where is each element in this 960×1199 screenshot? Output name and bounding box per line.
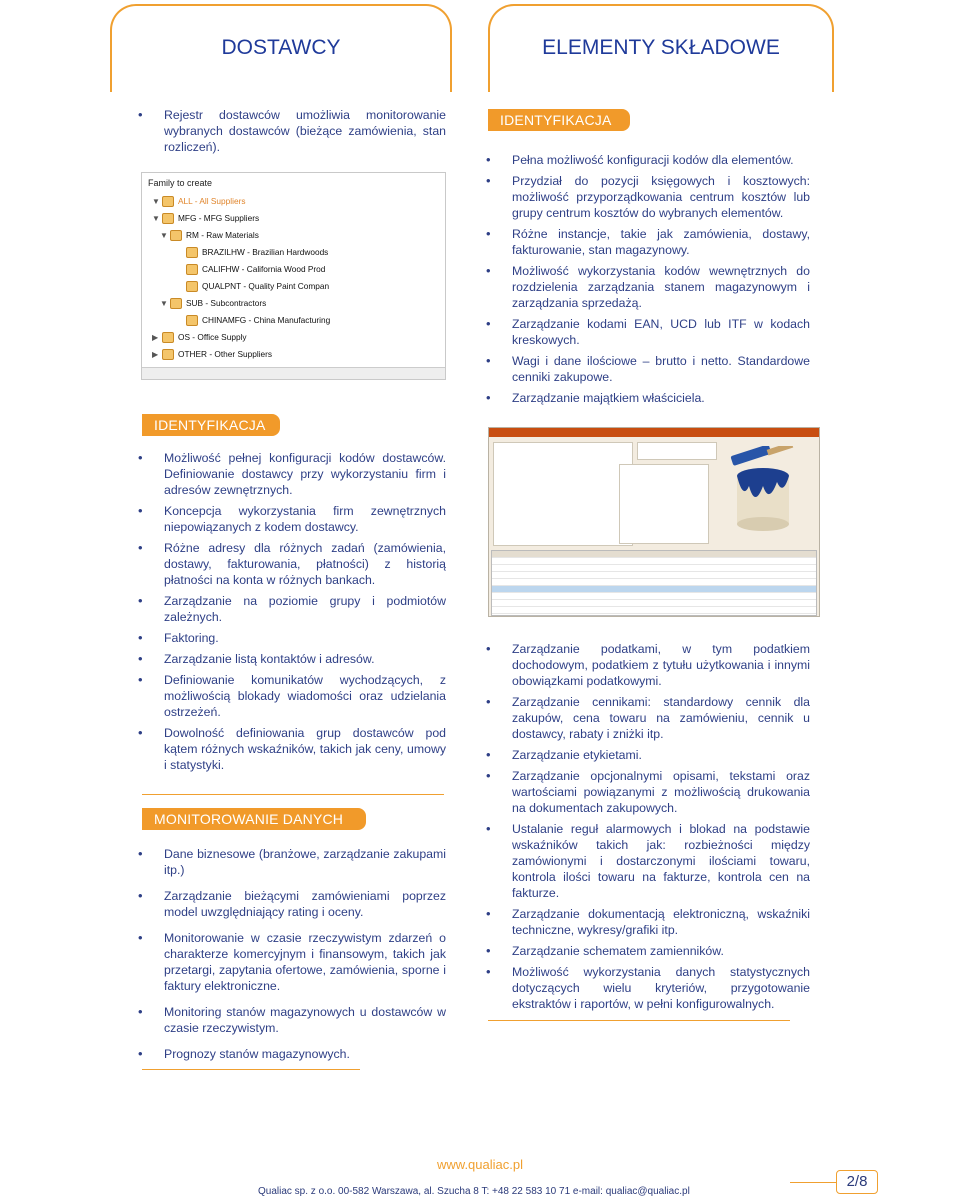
list-item: • Monitorowanie w czasie rzeczywistym zdarzeń o charakterze komercyjnym i finansowym, takich jak przetargi, zapytania ofertowe, zamówienia, sporne i faktury elektroniczne. bbox=[138, 930, 446, 994]
folder-icon bbox=[186, 315, 198, 326]
form-panel bbox=[637, 442, 717, 460]
list-item: • Monitoring stanów magazynowych u dostawców w czasie rzeczywistym. bbox=[138, 1004, 446, 1036]
tree-status-bar bbox=[142, 367, 445, 379]
tab-suppliers bbox=[110, 4, 452, 92]
left-intro-list bbox=[138, 107, 446, 155]
list-item: • Rejestr dostawców umożliwia monitorowanie wybranych dostawców (bieżące zamówienia, stan rozliczeń). bbox=[138, 107, 446, 155]
grid-row bbox=[492, 607, 816, 614]
tree-node-label: BRAZILHW - Brazilian Hardwoods bbox=[202, 247, 329, 257]
grid-row bbox=[492, 565, 816, 572]
tree-node[interactable] bbox=[160, 227, 259, 243]
tree-node-label: SUB - Subcontractors bbox=[186, 298, 267, 308]
list-item: • Zarządzanie listą kontaktów i adresów. bbox=[138, 651, 446, 667]
collapsed-arrow-icon[interactable]: ▶ bbox=[152, 350, 159, 359]
list-item: • Definiowanie komunikatów wychodzących, z możliwością blokady wiadomości oraz udzielania ostrzeżeń. bbox=[138, 672, 446, 720]
grid-row bbox=[492, 600, 816, 607]
left-ident-list bbox=[138, 450, 446, 773]
expanded-arrow-icon[interactable]: ▼ bbox=[152, 214, 160, 223]
tree-node-label: ALL - All Suppliers bbox=[178, 196, 246, 206]
folder-icon bbox=[162, 213, 174, 224]
list-item: • Zarządzanie etykietami. bbox=[486, 747, 810, 763]
footer-contact: Qualiac sp. z o.o. 00-582 Warszawa, al. Szucha 8 T: +48 22 583 10 71 e-mail: qualiac@qualiac.pl bbox=[258, 1186, 690, 1197]
grid-row bbox=[492, 593, 816, 600]
list-item: • Zarządzanie opcjonalnymi opisami, tekstami oraz wartościami powiązanymi z możliwością drukowania na dokumentach zakupowych. bbox=[486, 768, 810, 816]
folder-icon bbox=[170, 298, 182, 309]
supplier-tree-screenshot bbox=[141, 172, 446, 380]
folder-icon bbox=[186, 264, 198, 275]
list-item: • Prognozy stanów magazynowych. bbox=[138, 1046, 446, 1062]
page-number: 2/8 bbox=[836, 1170, 878, 1194]
grid-row bbox=[492, 572, 816, 579]
divider bbox=[142, 1069, 360, 1070]
tree-node[interactable] bbox=[176, 244, 328, 260]
list-item: • Możliwość wykorzystania danych statystycznych dotyczących wielu kryteriów, przygotowanie ekstraktów i raportów, w pełni konfigurowalnych. bbox=[486, 964, 810, 1012]
tab-components bbox=[488, 4, 834, 92]
tree-node-label: RM - Raw Materials bbox=[186, 230, 259, 240]
list-item: • Dane biznesowe (branżowe, zarządzanie zakupami itp.) bbox=[138, 846, 446, 878]
form-panel bbox=[619, 464, 709, 544]
list-item: • Wagi i dane ilościowe – brutto i netto. Standardowe cenniki zakupowe. bbox=[486, 353, 810, 385]
grid-row bbox=[492, 586, 816, 593]
list-item: • Dowolność definiowania grup dostawców pod kątem różnych wskaźników, takich jak ceny, umowy i statystyki. bbox=[138, 725, 446, 773]
grid-row bbox=[492, 558, 816, 565]
folder-icon bbox=[186, 247, 198, 258]
right-ident-list bbox=[486, 152, 810, 406]
list-item: • Koncepcja wykorzystania firm zewnętrznych niepowiązanych z kodem dostawcy. bbox=[138, 503, 446, 535]
tree-header: Family to create bbox=[148, 178, 213, 188]
tree-node[interactable] bbox=[152, 193, 246, 209]
tree-node[interactable] bbox=[176, 312, 330, 328]
list-item: • Zarządzanie cennikami: standardowy cennik dla zakupów, cena towaru na zamówieniu, cennik u dostawcy, rabaty i zniżki itp. bbox=[486, 694, 810, 742]
left-ident-label: IDENTYFIKACJA bbox=[142, 414, 280, 436]
divider bbox=[142, 794, 444, 795]
folder-icon bbox=[186, 281, 198, 292]
paint-can-image bbox=[729, 446, 799, 534]
list-item: • Zarządzanie bieżącymi zamówieniami poprzez model uwzględniający rating i oceny. bbox=[138, 888, 446, 920]
monitor-list bbox=[138, 846, 446, 1062]
list-item: • Zarządzanie na poziomie grupy i podmiotów zależnych. bbox=[138, 593, 446, 625]
folder-icon bbox=[170, 230, 182, 241]
right-more-list bbox=[486, 641, 810, 1012]
expanded-arrow-icon[interactable]: ▼ bbox=[160, 299, 168, 308]
tab-suppliers-title: DOSTAWCY bbox=[221, 36, 341, 59]
tree-node-label: MFG - MFG Suppliers bbox=[178, 213, 260, 223]
list-item: • Zarządzanie schematem zamienników. bbox=[486, 943, 810, 959]
collapsed-arrow-icon[interactable]: ▶ bbox=[152, 333, 159, 342]
list-item: • Zarządzanie podatkami, w tym podatkiem dochodowym, podatkiem z tytułu użytkowania i innymi obowiązkami podatkowymi. bbox=[486, 641, 810, 689]
tree-node[interactable] bbox=[152, 346, 272, 362]
form-titlebar bbox=[489, 428, 819, 437]
folder-icon bbox=[162, 349, 174, 360]
divider bbox=[488, 1020, 790, 1021]
tree-node-label: CALIFHW - California Wood Prod bbox=[202, 264, 326, 274]
tree-node-label: QUALPNT - Quality Paint Compan bbox=[202, 281, 330, 291]
tree-node-label: CHINAMFG - China Manufacturing bbox=[202, 315, 331, 325]
tree-node[interactable] bbox=[152, 210, 259, 226]
expanded-arrow-icon[interactable]: ▼ bbox=[152, 197, 160, 206]
expanded-arrow-icon[interactable]: ▼ bbox=[160, 231, 168, 240]
tab-components-title: ELEMENTY SKŁADOWE bbox=[542, 36, 780, 59]
list-item: • Faktoring. bbox=[138, 630, 446, 646]
grid-row bbox=[492, 551, 816, 558]
list-item: • Różne adresy dla różnych zadań (zamówienia, dostawy, fakturowania, płatności) z historią płatności na konta w różnych bankach. bbox=[138, 540, 446, 588]
tree-node[interactable] bbox=[152, 329, 247, 345]
list-item: • Różne instancje, takie jak zamówienia, dostawy, fakturowanie, stan magazynowy. bbox=[486, 226, 810, 258]
divider bbox=[790, 1182, 836, 1183]
list-item: • Zarządzanie kodami EAN, UCD lub ITF w kodach kreskowych. bbox=[486, 316, 810, 348]
footer-website[interactable]: www.qualiac.pl bbox=[437, 1157, 523, 1172]
tree-node[interactable] bbox=[176, 261, 325, 277]
form-grid bbox=[491, 550, 817, 616]
tree-node-label: OS - Office Supply bbox=[178, 332, 247, 342]
list-item: • Zarządzanie majątkiem właściciela. bbox=[486, 390, 810, 406]
folder-icon bbox=[162, 196, 174, 207]
list-item: • Możliwość pełnej konfiguracji kodów dostawców. Definiowanie dostawcy przy wykorzystaniu firm i adresów zewnętrznych. bbox=[138, 450, 446, 498]
list-item: • Ustalanie reguł alarmowych i blokad na podstawie wskaźników takich jak: rozbieżności między zamówionymi i dostarczonymi ilościami towaru, kontrola ilości towaru na fakturze, kontrola cen na fakturze. bbox=[486, 821, 810, 901]
tree-node-label: OTHER - Other Suppliers bbox=[178, 349, 273, 359]
grid-row bbox=[492, 579, 816, 586]
monitor-label: MONITOROWANIE DANYCH bbox=[142, 808, 366, 830]
right-ident-label: IDENTYFIKACJA bbox=[488, 109, 630, 131]
list-item: • Możliwość wykorzystania kodów wewnętrznych do rozdzielenia zarządzania stanem magazynowym i zarządzania sprzedażą. bbox=[486, 263, 810, 311]
list-item: • Przydział do pozycji księgowych i kosztowych: możliwość przyporządkowania centrum kosztów lub grupy centrum kosztów do wybranych elementów. bbox=[486, 173, 810, 221]
tree-node[interactable] bbox=[160, 295, 266, 311]
form-panel bbox=[493, 442, 633, 546]
item-form-screenshot bbox=[488, 427, 820, 617]
list-item: • Pełna możliwość konfiguracji kodów dla elementów. bbox=[486, 152, 810, 168]
folder-icon bbox=[162, 332, 174, 343]
tree-node[interactable] bbox=[176, 278, 329, 294]
list-item: • Zarządzanie dokumentacją elektroniczną, wskaźniki techniczne, wykresy/grafiki itp. bbox=[486, 906, 810, 938]
